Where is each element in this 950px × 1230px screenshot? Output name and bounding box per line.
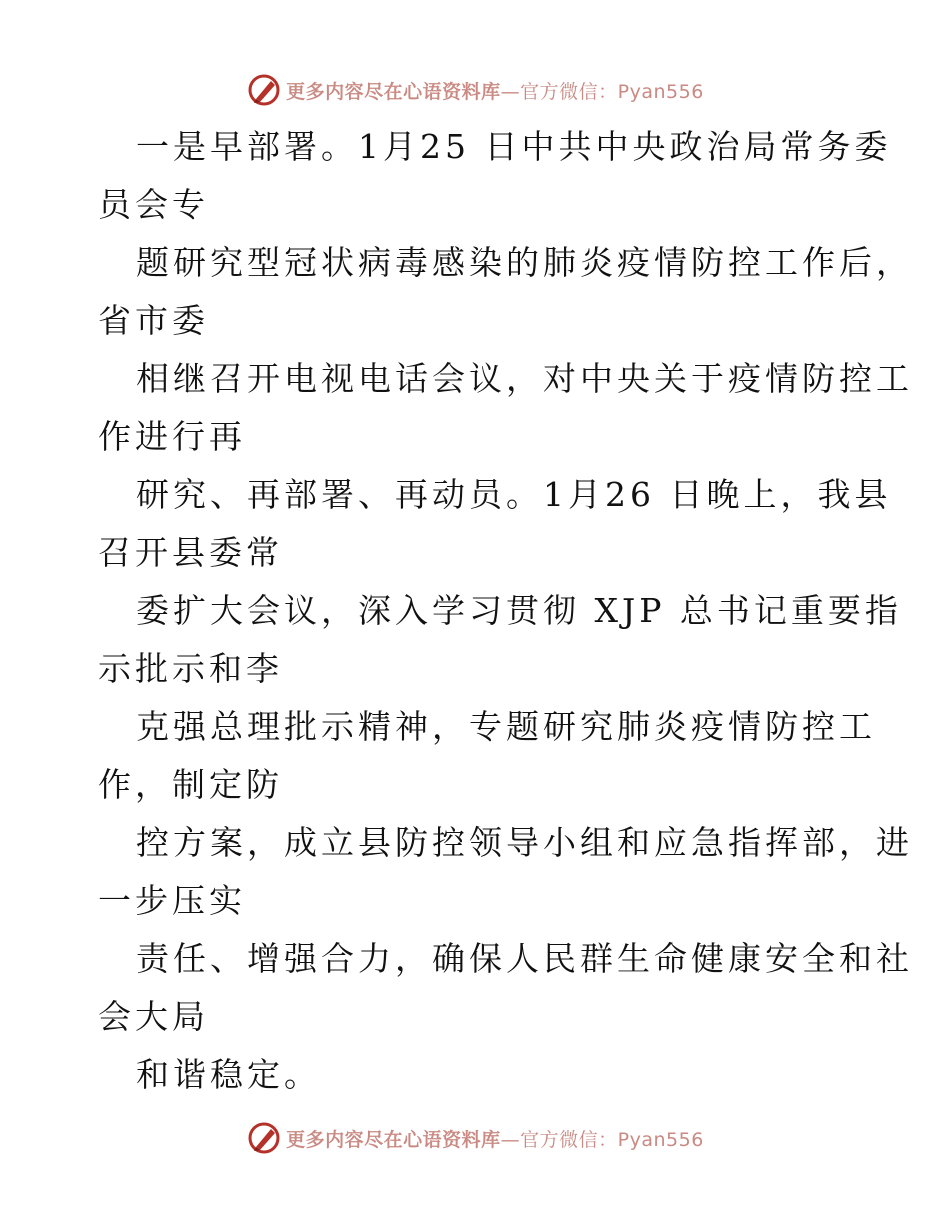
watermark-text [286,77,704,104]
text-line-16: 会大局 [98,997,209,1036]
watermark-main: 更多内容尽在心语资料库 [286,1128,501,1151]
text-line-5: 相继召开电视电话会议，对中央关于疫情防控工 [136,359,913,398]
text-line-7: 研究、再部署、再动员。1月26 日晚上，我县 [136,475,892,514]
text-line-15: 责任、增强合力，确保人民群生命健康安全和社 [136,939,913,978]
text-line-13: 控方案，成立县防控领导小组和应急指挥部，进 [136,823,913,862]
text-line-9: 委扩大会议，深入学习贯彻 XJP 总书记重要指 [136,591,902,630]
text-line-1: 一是早部署。1月25 日中共中央政治局常务委 [136,127,892,166]
header-watermark [0,70,950,110]
text-line-12: 作，制定防 [98,765,283,804]
text-line-14: 一步压实 [98,881,246,920]
document-body [98,118,913,1104]
text-line-10: 示批示和李 [98,649,283,688]
pen-circle-logo-icon [246,1120,282,1156]
text-line-3: 题研究型冠状病毒感染的肺炎疫情防控工作后， [136,243,913,282]
watermark-text [286,1125,704,1152]
text-line-8: 召开县委常 [98,533,283,572]
watermark-dash: — [500,1128,521,1151]
pen-circle-logo-icon [246,72,282,108]
text-line-6: 作进行再 [98,417,246,456]
watermark-suffix: 官方微信：Pyan556 [520,1128,704,1151]
text-line-17: 和谐稳定。 [136,1055,321,1094]
text-line-11: 克强总理批示精神，专题研究肺炎疫情防控工 [136,707,876,746]
footer-watermark [0,1118,950,1158]
text-line-2: 员会专 [98,185,209,224]
text-line-4: 省市委 [98,301,209,340]
watermark-main: 更多内容尽在心语资料库 [286,80,501,103]
watermark-suffix: 官方微信：Pyan556 [520,80,704,103]
watermark-dash: — [500,80,521,103]
